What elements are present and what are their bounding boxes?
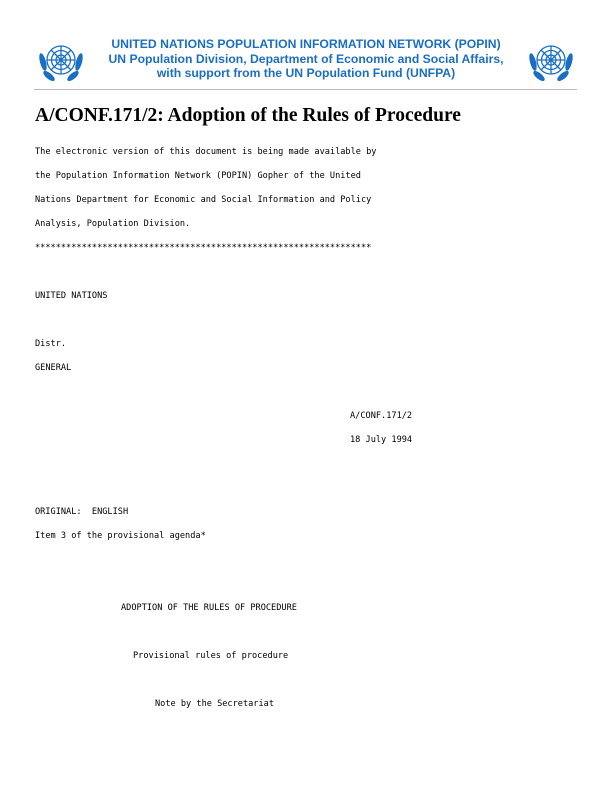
un-emblem-icon bbox=[527, 38, 575, 86]
organization-name: UNITED NATIONS bbox=[35, 291, 108, 301]
intro-line-4: Analysis, Population Division. bbox=[35, 219, 191, 229]
distribution-value: GENERAL bbox=[35, 363, 72, 373]
section-heading: ADOPTION OF THE RULES OF PROCEDURE bbox=[121, 603, 297, 613]
header-line-3: with support from the UN Population Fund (UNFPA) bbox=[156, 66, 456, 80]
header-line-2: UN Population Division, Department of Economic and Social Affairs, bbox=[108, 51, 504, 66]
document-symbol: A/CONF.171/2 bbox=[350, 411, 413, 421]
section-subheading: Provisional rules of procedure bbox=[133, 651, 289, 661]
agenda-item: Item 3 of the provisional agenda* bbox=[35, 531, 206, 541]
secretariat-note: Note by the Secretariat bbox=[155, 699, 274, 709]
document-date: 18 July 1994 bbox=[350, 435, 413, 445]
header-line-1: UNITED NATIONS POPULATION INFORMATION NETWORK (POPIN) bbox=[111, 37, 501, 51]
asterisk-separator: ***************************************************************** bbox=[35, 243, 372, 253]
un-emblem-icon bbox=[37, 38, 85, 86]
header-text bbox=[90, 37, 522, 81]
original-language: ORIGINAL: ENGLISH bbox=[35, 507, 129, 517]
page-title: A/CONF.171/2: Adoption of the Rules of Procedure bbox=[35, 105, 461, 126]
page-header bbox=[0, 36, 612, 88]
intro-line-1: The electronic version of this document is being made available by bbox=[35, 147, 377, 157]
intro-line-2: the Population Information Network (POPIN) Gopher of the United bbox=[35, 171, 361, 181]
distribution-label: Distr. bbox=[35, 339, 67, 349]
intro-line-3: Nations Department for Economic and Social Information and Policy bbox=[35, 195, 372, 205]
header-divider bbox=[34, 89, 577, 90]
